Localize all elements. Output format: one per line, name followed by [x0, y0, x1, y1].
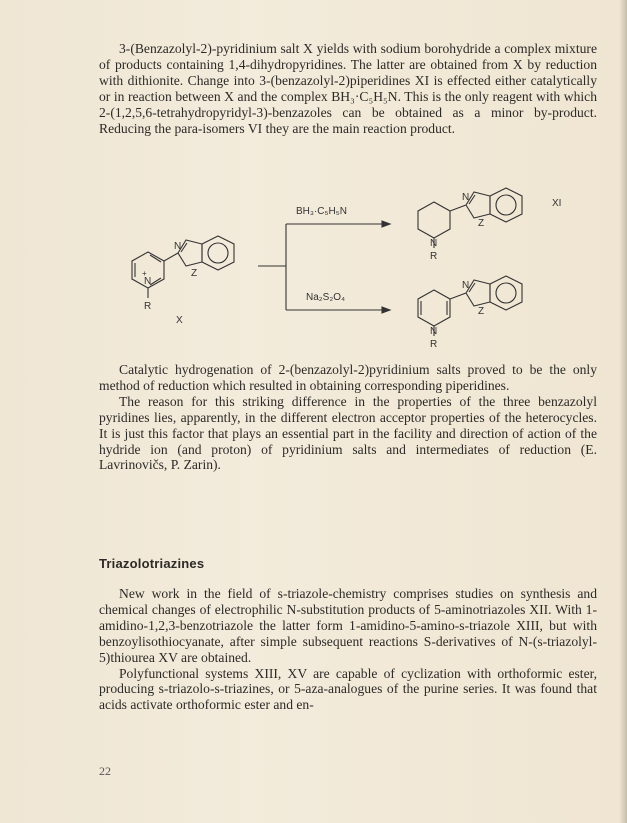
- start-linking-bond: [164, 253, 178, 261]
- start-benzazole: [178, 236, 234, 270]
- start-atom-n-ring: N: [144, 276, 152, 287]
- start-pyridinium-ring: [132, 252, 164, 298]
- text-block-middle: [99, 362, 597, 473]
- reagent-top: BH₃·C₅H₅N: [296, 206, 348, 217]
- paragraph-reason: The reason for this striking difference in the properties of the three benzazolyl pyridines lies, apparently, in the different electron acceptor properties of the heterocycles. It is just this factor that plays an essential part in the facility and direction of action of the hydride ion (and proton) of pyridinium salts and intermediates of reduction (E. Lavrinovičs, P. Zarin).: [99, 393, 597, 473]
- start-atom-plus: +: [142, 269, 147, 278]
- arrow-top-head: [382, 221, 390, 227]
- section-heading-triazolotriazines: Triazolotriazines: [99, 556, 205, 571]
- bottom-atom-n-ring: N: [430, 326, 438, 337]
- paragraph-intro: 3-(Benzazolyl-2)-pyridinium salt X yields with sodium borohydride a complex mixture of products containing 1,4-dihydropyridines. The latter are obtained from X by reduction with dithionite. Change into 3-(benzazolyl-2)piperidines XI is effected either catalytically or in reaction between X and the complex BH₃·C₅H₅N. This is the only reagent with which 2-(1,2,5,6-tetrahydropyridyl-3)-benzazoles can be obtained as a minor by-product. Reducing the para-isomers VI they are the main reaction product.: [99, 41, 597, 136]
- reagent-bottom: Na₂S₂O₄: [306, 292, 346, 303]
- start-atom-r: R: [144, 301, 152, 312]
- paragraph-polyfunctional: Polyfunctional systems XIII, XV are capable of cyclization with orthoformic ester, producing s-triazolo-s-triazines, or 5-aza-analogues of the purine series. It was found that acids activate orthoformic ester and en-: [99, 665, 597, 713]
- page-number: 22: [99, 764, 111, 778]
- paragraph-hydrogenation: Catalytic hydrogenation of 2-(benzazolyl-2)pyridinium salts proved to be the only method of reduction which resulted in obtaining corresponding piperidines.: [99, 362, 597, 393]
- bottom-atom-r: R: [430, 339, 438, 348]
- bottom-atom-z: Z: [478, 306, 485, 317]
- paragraph-triazole: New work in the field of s-triazole-chemistry comprises studies on synthesis and chemical changes of electrophilic N-substitution products of 5-aminotriazoles XII. With 1-amidino-1,2,3-benzotriazole the latter form 1-amidino-5-amino-s-triazole XIII, but with benzoylisothiocyanate, after simple subsequent reactions S-derivatives of N-(s-triazolyl-5)thiourea XV are obtained.: [99, 586, 597, 665]
- start-atom-n: N: [174, 241, 182, 252]
- label-start-x: X: [176, 315, 183, 326]
- reaction-scheme: [120, 178, 580, 348]
- arrow-bottom-head: [382, 307, 390, 313]
- text-block-triazole: [99, 586, 597, 713]
- page-edge-shadow: [619, 0, 627, 823]
- top-atom-n: N: [462, 192, 470, 203]
- text-block-intro: [99, 41, 597, 136]
- top-atom-r: R: [430, 251, 438, 262]
- top-atom-n-ring: N: [430, 238, 438, 249]
- bottom-atom-n: N: [462, 280, 470, 291]
- label-product-xi: XI: [552, 198, 562, 209]
- top-atom-z: Z: [478, 218, 485, 229]
- start-atom-z: Z: [191, 268, 198, 279]
